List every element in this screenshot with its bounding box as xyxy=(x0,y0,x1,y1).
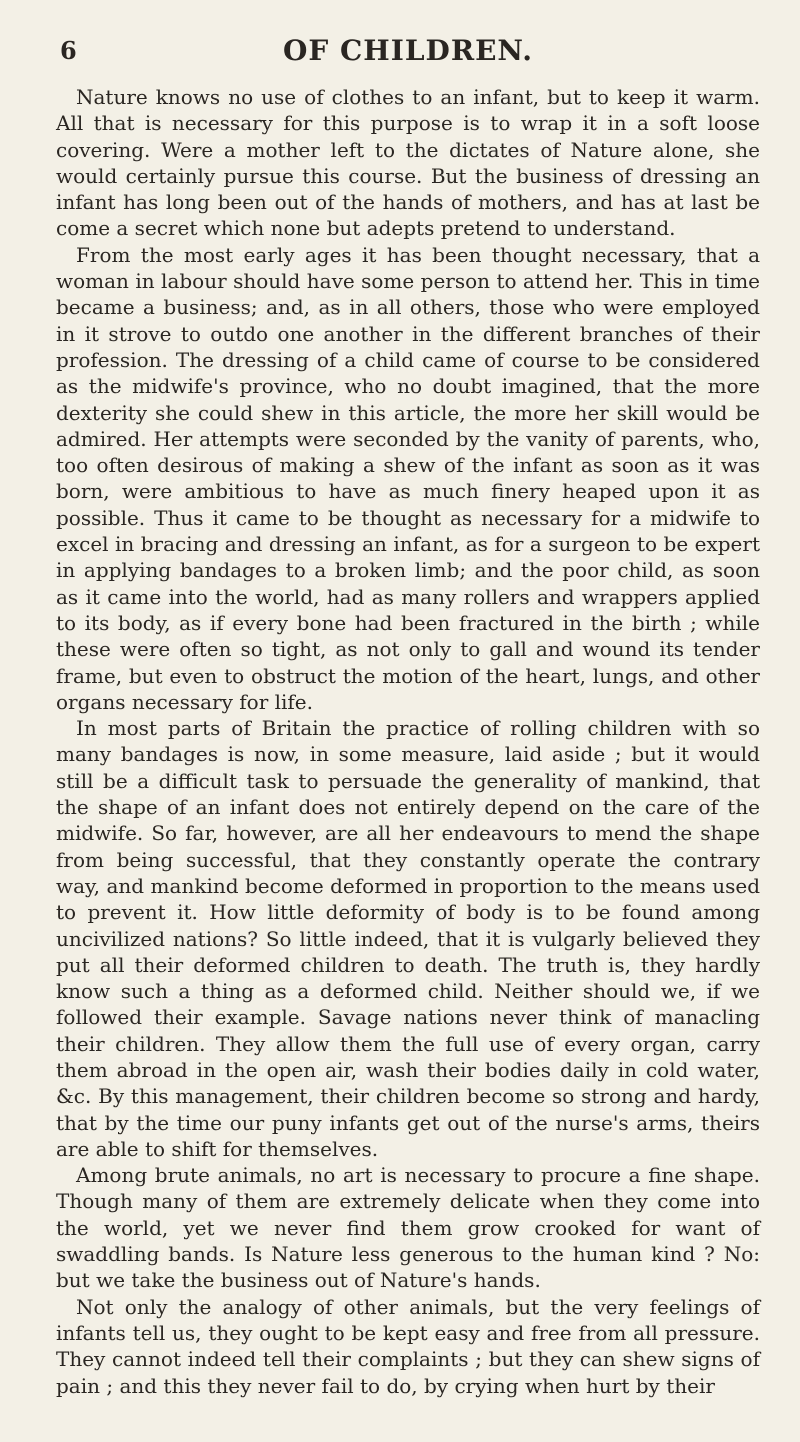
running-head: OF CHILDREN. xyxy=(283,34,533,67)
paragraph: Not only the analogy of other animals, but the very feelings of infants tell us, they ought to be kept easy and free from all pressure. They cannot indeed tell their complaints ; but they can shew signs of pain ; and this they never fail to do, by crying when hurt by their xyxy=(56,1294,760,1398)
paragraph: From the most early ages it has been thought necessary, that a woman in labour should have some person to attend her. This in time became a business; and, as in all others, those who were employed in it strove to outdo one another in the different branches of their profession. The dressing of a child came of course to be considered as the midwife's province, who no doubt imagined, that the more dexterity she could shew in this article, the more her skill would be admired. Her attempts were seconded by the vanity of parents, who, too often desirous of making a shew of the infant as soon as it was born, were ambitious to have as much finery heaped upon it as possible. Thus it came to be thought as necessary for a midwife to excel in bracing and dressing an infant, as for a surgeon to be expert in applying bandages to a broken limb; and the poor child, as soon as it came into the world, had as many rollers and wrappers applied to its body, as if every bone had been fractured in the birth ; while these were often so tight, as not only to gall and wound its tender frame, but even to obstruct the motion of the heart, lungs, and other organs necessary for life. xyxy=(56,242,760,714)
paragraph: Among brute animals, no art is necessary to procure a fine shape. Though many of them are extremely delicate when they come into the world, yet we never find them grow crooked for want of swaddling bands. Is Nature less generous to the human kind ? No: but we take the business out of Nature's hands. xyxy=(56,1163,760,1293)
body-text xyxy=(56,84,760,1399)
page-number: 6 xyxy=(60,36,77,65)
page-header xyxy=(56,28,760,84)
paragraph: Nature knows no use of clothes to an infant, but to keep it warm. All that is necessary for this purpose is to wrap it in a soft loose covering. Were a mother left to the dictates of Nature alone, she would certainly pursue this course. But the business of dressing an infant has long been out of the hands of mothers, and has at last be come a secret which none but adepts pretend to understand. xyxy=(56,85,760,241)
paragraph: In most parts of Britain the practice of rolling children with so many bandages is now, in some measure, laid aside ; but it would still be a difficult task to persuade the generality of mankind, that the shape of an infant does not entirely depend on the care of the midwife. So far, however, are all her endeavours to mend the shape from being successful, that they constantly operate the contrary way, and mankind become deformed in proportion to the means used to prevent it. How little deformity of body is to be found among uncivilized nations? So little indeed, that it is vulgarly believed they put all their deformed children to death. The truth is, they hardly know such a thing as a deformed child. Neither should we, if we followed their example. Savage nations never think of manacling their children. They allow them the full use of every organ, carry them abroad in the open air, wash their bodies daily in cold water, &c. By this management, their children become so strong and hardy, that by the time our puny infants get out of the nurse's arms, theirs are able to shift for themselves. xyxy=(56,716,760,1161)
